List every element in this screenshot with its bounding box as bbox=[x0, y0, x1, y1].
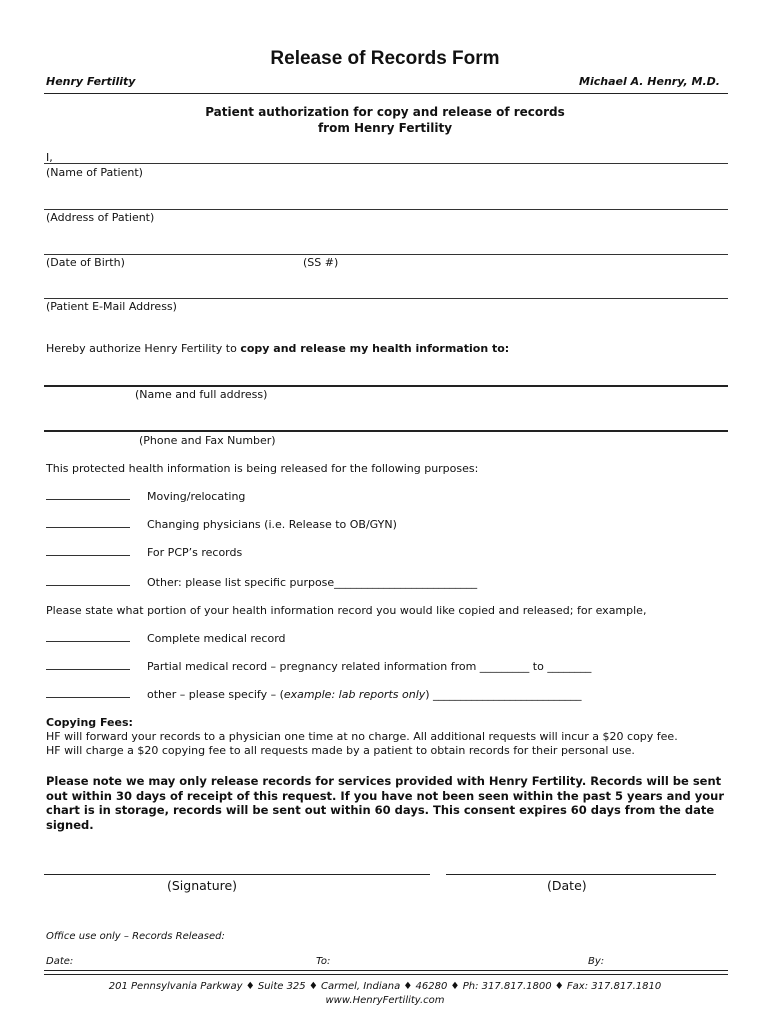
purpose-label: For PCP’s records bbox=[147, 546, 243, 559]
purpose-checkbox-blank[interactable] bbox=[44, 576, 134, 590]
portion-other-label bbox=[147, 688, 582, 701]
portion-other-example: example: lab reports only bbox=[283, 688, 426, 701]
portion-option bbox=[0, 660, 770, 676]
copying-fees-heading: Copying Fees: bbox=[46, 716, 133, 729]
purpose-label: Changing physicians (i.e. Release to OB/GYN) bbox=[147, 518, 397, 531]
purpose-option bbox=[0, 490, 770, 506]
office-by-label: By: bbox=[588, 956, 605, 967]
portion-other-suffix: ) ___________________________ bbox=[425, 688, 582, 701]
purpose-label: Moving/relocating bbox=[147, 490, 246, 503]
date-label: (Date) bbox=[547, 878, 587, 893]
header-divider bbox=[44, 93, 728, 94]
footer-divider bbox=[44, 974, 728, 975]
patient-name-field[interactable] bbox=[44, 163, 728, 164]
recipient-phone-field[interactable] bbox=[44, 430, 728, 432]
signature-field[interactable] bbox=[44, 874, 430, 875]
purposes-intro: This protected health information is being released for the following purposes: bbox=[46, 462, 479, 475]
portion-other-prefix: other – please specify – ( bbox=[147, 688, 284, 701]
office-date-label: Date: bbox=[46, 956, 74, 967]
portion-label: Partial medical record – pregnancy related information from _________ to ________ bbox=[147, 660, 592, 673]
portion-label: Complete medical record bbox=[147, 632, 286, 645]
practice-name: Henry Fertility bbox=[46, 75, 136, 88]
purpose-checkbox-blank[interactable] bbox=[44, 546, 134, 560]
purpose-checkbox-blank[interactable] bbox=[44, 490, 134, 504]
dob-label: (Date of Birth) bbox=[46, 256, 125, 269]
office-to-label: To: bbox=[316, 956, 331, 967]
dob-ss-field[interactable] bbox=[44, 254, 728, 255]
portion-checkbox-blank[interactable] bbox=[44, 688, 134, 702]
release-notice: Please note we may only release records for services provided with Henry Fertility. Records will be sent out within 30 days of receipt of this request. If you have not been seen within the past 5 years and your chart is in storage, records will be sent out within 60 days. This consent expires 60 days from the date signed. bbox=[46, 774, 725, 832]
doctor-name: Michael A. Henry, M.D. bbox=[579, 75, 720, 88]
ss-label: (SS #) bbox=[303, 256, 339, 269]
authorization-text: Hereby authorize Henry Fertility to bbox=[46, 342, 241, 355]
purpose-checkbox-blank[interactable] bbox=[44, 518, 134, 532]
page-title: Release of Records Form bbox=[270, 48, 500, 69]
footer-website[interactable]: www.HenryFertility.com bbox=[325, 995, 445, 1006]
authorization-bold-text: copy and release my health information to: bbox=[240, 342, 510, 355]
patient-address-field[interactable] bbox=[44, 209, 728, 210]
recipient-phone-label: (Phone and Fax Number) bbox=[139, 434, 276, 447]
portion-option bbox=[0, 688, 770, 704]
purpose-option bbox=[0, 576, 770, 592]
purpose-label: Other: please list specific purpose__________________________ bbox=[147, 576, 478, 589]
portion-checkbox-blank[interactable] bbox=[44, 632, 134, 646]
form-subtitle bbox=[0, 104, 770, 136]
office-use-rule bbox=[44, 970, 728, 971]
date-field[interactable] bbox=[446, 874, 716, 875]
signature-label: (Signature) bbox=[167, 878, 238, 893]
authorization-statement bbox=[46, 342, 509, 355]
office-use-heading: Office use only – Records Released: bbox=[46, 931, 225, 942]
patient-email-label: (Patient E-Mail Address) bbox=[46, 300, 177, 313]
copying-fees-section bbox=[46, 716, 726, 758]
footer-address: 201 Pennsylvania Parkway ♦ Suite 325 ♦ Carmel, Indiana ♦ 46280 ♦ Ph: 317.817.1800 ♦ Fax: 317.817.1810 bbox=[108, 981, 662, 992]
portion-option bbox=[0, 632, 770, 648]
copying-fees-line-1: HF will forward your records to a physician one time at no charge. All additional requests will incur a $20 copy fee. bbox=[46, 730, 678, 743]
subtitle-line-2: from Henry Fertility bbox=[317, 121, 453, 135]
portion-intro: Please state what portion of your health information record you would like copied and released; for example, bbox=[46, 604, 647, 617]
patient-name-label: (Name of Patient) bbox=[46, 166, 143, 179]
patient-email-field[interactable] bbox=[44, 298, 728, 299]
recipient-name-label: (Name and full address) bbox=[135, 388, 268, 401]
i-label: I, bbox=[46, 151, 53, 164]
purpose-option bbox=[0, 546, 770, 562]
subtitle-line-1: Patient authorization for copy and release of records bbox=[205, 105, 565, 119]
recipient-name-field[interactable] bbox=[44, 385, 728, 387]
patient-address-label: (Address of Patient) bbox=[46, 211, 155, 224]
portion-checkbox-blank[interactable] bbox=[44, 660, 134, 674]
copying-fees-line-2: HF will charge a $20 copying fee to all requests made by a patient to obtain records for their personal use. bbox=[46, 744, 635, 757]
purpose-option bbox=[0, 518, 770, 534]
